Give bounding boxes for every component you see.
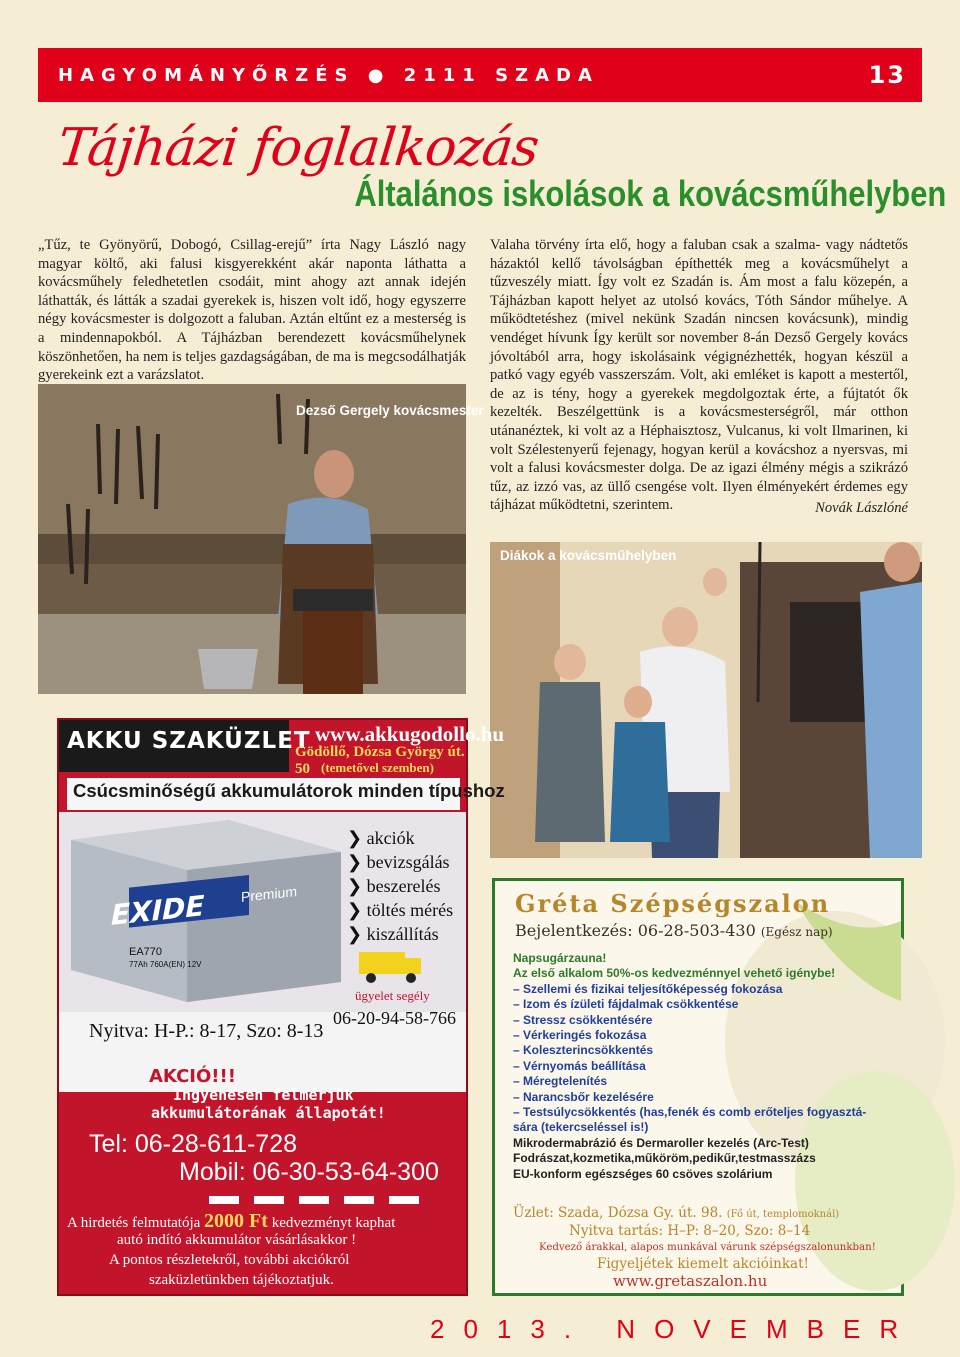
greta-line: Napsugárzauna! — [513, 951, 607, 965]
battery-spec: 77Ah 760A(EN) 12V — [129, 960, 202, 969]
greta-address: Üzlet: Szada, Dózsa Gy. út. 98. (Fő út, templomoknál) — [513, 1205, 840, 1221]
greta-watch: Figyeljétek kiemelt akcióinkat! — [597, 1256, 809, 1272]
article-intro: „Tűz, te Gyönyörű, Dobogó, Csillag-erejű” írta Nagy László nagy magyar költő, aki falusi kisgyerekként akár naponta láthatta a kovácsműhely feledhetetlen csodáit, mint ahogy azt annak idején láthatták, és látták a szadai gyerekek is, hiszen volt idő, hogy egyszerre négy kovácsmester is dolgozott a faluban. Aztán eltűnt ez a mesterség is a mindennapokból. A Tájházban berendezett kovácsműhelynek köszönhetően, ha nem is teljes gazdagságában, de ma is megcsodálhatják gyerekeink ezt a varázslatot. — [38, 237, 466, 384]
section-title: HAGYOMÁNYŐRZÉS ● 2111 SZADA — [58, 64, 599, 86]
akku-address: Gödöllő, Dózsa György út. 50 — [295, 744, 465, 777]
akku-brand: AKKU SZAKÜZLET — [67, 728, 311, 754]
greta-booking: Bejelentkezés: 06-28-503-430 (Egész nap) — [515, 921, 833, 940]
akku-mobile: Mobil: 06-30-53-64-300 — [179, 1158, 439, 1186]
akku-notice-3: A pontos részletekről, további akciókról — [109, 1252, 350, 1268]
greta-line: Az első alkalom 50%-os kedvezménnyel vehető igénybe! — [513, 966, 836, 981]
greta-line: EU-konform egészséges 60 csöves szolárium — [513, 1166, 773, 1181]
greta-line: – Testsúlycsökkentés (has,fenék és comb erőteljes fogyasztá- — [513, 1105, 867, 1120]
greta-line: – Vérkeringés fokozása — [513, 1028, 647, 1043]
akku-promo-line2: akkumulátorának állapotát! — [151, 1104, 386, 1122]
greta-line: – Szellemi és fizikai teljesítőképesség fokozása — [513, 981, 783, 996]
photo-students — [490, 542, 922, 858]
footer-date: 2013. NOVEMBER — [430, 1314, 918, 1344]
photo-blacksmith — [38, 384, 484, 694]
service-item: ❯ kiszállítás — [347, 924, 439, 944]
article-subtitle: Általános iskolások a kovácsműhelyben — [354, 173, 947, 214]
greta-line: – Vérnyomás beállítása — [513, 1058, 646, 1073]
greta-line: sára (tekercseléssel is!) — [513, 1120, 649, 1135]
page-number: 13 — [868, 61, 906, 89]
greta-offer: Kedvező árakkal, alapos munkával várunk szépségszalonunkban! — [539, 1242, 876, 1253]
article-title: Tájházi foglalkozás — [54, 118, 541, 178]
akku-address-note: (temetővel szemben) — [321, 760, 434, 775]
akku-website: www.akkugodollo.hu — [315, 722, 505, 746]
article-author: Novák Lászlóné — [815, 500, 908, 516]
service-item: ❯ beszerelés — [347, 876, 441, 896]
akku-services — [347, 826, 453, 946]
greta-line: – Méregtelenítés — [513, 1074, 608, 1089]
akku-slogan: Csúcsminőségű akkumulátorok minden típushoz — [73, 780, 505, 801]
photo-caption-right: Diákok a kovácsműhelyben — [500, 548, 677, 563]
akku-notice-4: szaküzletünkben tájékoztatjuk. — [149, 1272, 334, 1288]
akku-tel: Tel: 06-28-611-728 — [89, 1130, 298, 1158]
ad-akku-szakuzlet — [57, 718, 505, 1296]
greta-line: – Koleszterincsökkentés — [513, 1043, 654, 1058]
article-body: Valaha törvény írta elő, hogy a faluban csak a szalma- vagy nádtetős házaktól kellő távolságban építhették meg a kovácsműhelyt a tűzveszély miatt. Így volt ez Szadán is. Ám most a falu közepén, a Tájházban kapott helyet az utolsó kovács, Tóth Sándor műhelye. A működtetéshez (mivel nekünk Szadán nincsen kovácsunk), mindig vendéget hívunk Így került sor november 8-án Dezső Gergely kovács jóvoltából arra, hogy iskolásaink végignézhették, hogyan készül a patkó vagy egyéb vasszerszám. Volt, aki emléket is kapott a mestertől, de az is tény, hogy a gyerekek megdolgoztak érte, a fújtatót ők kezelték. Beszélgettünk is a kovácsmesterségről, már otthon utánanéztek, ki volt az a Héphaisztosz, Vulcanus, ki volt Ilmarinen, ki volt Szélestenyerű fejenagy, hogyan kerül a kovácshoz a nyersvas, mi volt a falusi kovácsmester dolga. De az igazi élmény mégis a szikrázó tűz, az izzó vas, az üllő csengése volt. Ilyen élményekért érdemes egy tájházat működtetni, szerintem. — [490, 237, 908, 514]
greta-line: Mikrodermabrázió és Dermaroller kezelés (Arc-Test) — [513, 1135, 809, 1150]
akku-notice-2: autó indító akkumulátor vásárlásakkor ! — [117, 1232, 357, 1248]
akku-notice-1: A hirdetés felmutatója 2000 Ft kedvezményt kaphat — [67, 1210, 396, 1232]
akku-notice-price: 2000 Ft — [204, 1210, 268, 1232]
photo-blacksmith-illustration — [38, 384, 466, 694]
service-item: ❯ akciók — [347, 828, 415, 848]
ad-akku-background — [59, 720, 466, 1294]
photo-caption-left: Dezső Gergely kovácsmester — [296, 403, 484, 418]
akku-promo-title: AKCIÓ!!! — [149, 1066, 236, 1087]
greta-hours: Nyitva tartás: H–P: 8–20, Szo: 8–14 — [569, 1223, 811, 1239]
akku-duty-label: ügyelet segély — [355, 988, 430, 1003]
greta-line: – Narancsbőr kezelésére — [513, 1089, 654, 1104]
ad-greta-szepsegszalon — [492, 878, 904, 1296]
greta-services — [513, 951, 893, 1182]
battery-code: EA770 — [129, 946, 163, 958]
service-item: ❯ töltés mérés — [347, 900, 454, 920]
service-item: ❯ bevizsgálás — [347, 852, 450, 872]
battery-premium: Premium — [241, 883, 298, 905]
greta-line: – Stressz csökkentésére — [513, 1012, 653, 1027]
greta-line: – Izom és ízületi fájdalmak csökkentése — [513, 997, 739, 1012]
greta-website: www.gretaszalon.hu — [613, 1272, 768, 1290]
greta-name: Gréta Szépségszalon — [515, 889, 831, 918]
battery-brand: EXIDE — [111, 889, 205, 932]
akku-promo-line1: Ingyenesen felmérjük — [173, 1086, 354, 1104]
header-band — [38, 48, 922, 102]
akku-hours: Nyitva: H-P.: 8-17, Szo: 8-13 — [89, 1020, 324, 1042]
akku-duty-phone: 06-20-94-58-766 — [333, 1008, 456, 1028]
photo-students-illustration — [490, 542, 922, 858]
greta-line: Fodrászat,kozmetika,műköröm,pedikűr,testmasszázs — [513, 1151, 816, 1166]
